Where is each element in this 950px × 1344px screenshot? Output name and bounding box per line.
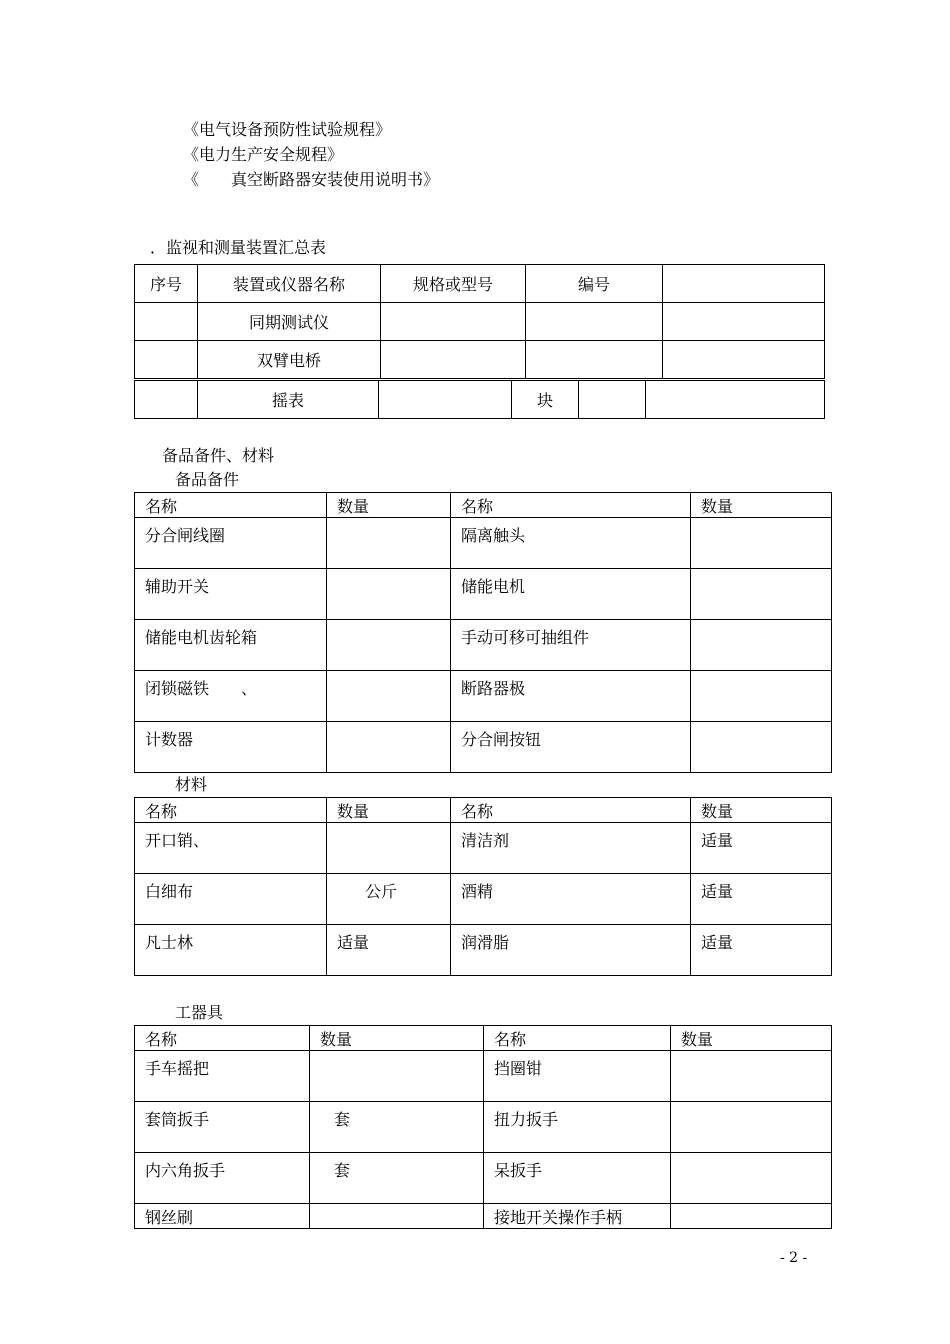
section-subtitle: 材料: [175, 775, 208, 794]
table-row: [135, 518, 832, 569]
table-row: [135, 303, 825, 341]
table-cell: [691, 620, 832, 671]
table-cell: [691, 518, 832, 569]
table-cell: 接地开关操作手柄: [484, 1204, 671, 1229]
table-cell: [526, 303, 663, 341]
table-header-row: [135, 1026, 832, 1051]
table-cell: [671, 1102, 832, 1153]
table-cell: 计数器: [135, 722, 327, 773]
table-header-cell: 名称: [451, 493, 691, 518]
table-cell: 内六角扳手: [135, 1153, 310, 1204]
table-cell: [310, 1051, 484, 1102]
section-subtitle: 工器具: [175, 1003, 224, 1022]
table-cell: [671, 1204, 832, 1229]
table-cell: 分合闸按钮: [451, 722, 691, 773]
table-row: [135, 925, 832, 976]
table-cell: 开口销、: [135, 823, 327, 874]
table-header-cell: 数量: [691, 493, 832, 518]
table-cell: 同期测试仪: [198, 303, 381, 341]
table-cell: 挡圈钳: [484, 1051, 671, 1102]
table-cell: 套筒扳手: [135, 1102, 310, 1153]
table-cell: 隔离触头: [451, 518, 691, 569]
table-header-row: [135, 798, 832, 823]
monitor-table-last-row: [134, 380, 825, 419]
table-header-cell: 装置或仪器名称: [198, 265, 381, 303]
table-cell: [691, 722, 832, 773]
table-row: [135, 620, 832, 671]
table-cell: [327, 671, 451, 722]
table-cell: [135, 303, 198, 341]
table-cell: [691, 569, 832, 620]
table-cell: 呆扳手: [484, 1153, 671, 1204]
table-cell: [379, 381, 512, 419]
table-row: [135, 341, 825, 379]
table-row: [135, 1102, 832, 1153]
table-cell: [327, 823, 451, 874]
page-number: - 2 -: [780, 1250, 808, 1266]
section-subtitle: 备品备件: [175, 470, 240, 489]
table-cell: 断路器极: [451, 671, 691, 722]
table-header-cell: 数量: [327, 798, 451, 823]
table-cell: [327, 722, 451, 773]
tools-table: [134, 1025, 832, 1229]
table-cell: 双臂电桥: [198, 341, 381, 379]
section-title: 备品备件、材料: [162, 446, 275, 465]
table-cell: [310, 1204, 484, 1229]
table-cell: 套: [310, 1153, 484, 1204]
table-cell: 润滑脂: [451, 925, 691, 976]
table-cell: [646, 381, 825, 419]
table-cell: [135, 381, 198, 419]
table-cell: 扭力扳手: [484, 1102, 671, 1153]
table-header-cell: 数量: [310, 1026, 484, 1051]
table-cell: 摇表: [198, 381, 379, 419]
table-cell: [327, 569, 451, 620]
table-header-cell: 序号: [135, 265, 198, 303]
table-cell: 手车摇把: [135, 1051, 310, 1102]
table-cell: 块: [512, 381, 579, 419]
reference-line: 《 真空断路器安装使用说明书》: [183, 170, 440, 189]
table-row: [135, 381, 825, 419]
table-cell: 储能电机齿轮箱: [135, 620, 327, 671]
table-cell: [135, 341, 198, 379]
table-cell: 公斤: [327, 874, 451, 925]
table-row: [135, 671, 832, 722]
table-cell: [671, 1153, 832, 1204]
table-cell: 钢丝刷: [135, 1204, 310, 1229]
table-cell: 白细布: [135, 874, 327, 925]
table-cell: [381, 341, 526, 379]
table-cell: 分合闸线圈: [135, 518, 327, 569]
table-cell: [327, 620, 451, 671]
table-header-cell: 名称: [135, 1026, 310, 1051]
table-row: [135, 569, 832, 620]
table-cell: [663, 303, 825, 341]
monitor-table: [134, 264, 825, 379]
table-cell: [691, 671, 832, 722]
table-header-cell: 名称: [451, 798, 691, 823]
spares-table: [134, 492, 832, 773]
table-cell: 适量: [327, 925, 451, 976]
table-cell: 适量: [691, 925, 832, 976]
table-row: [135, 722, 832, 773]
table-header-row: [135, 265, 825, 303]
table-cell: [526, 341, 663, 379]
table-cell: [671, 1051, 832, 1102]
table-cell: [381, 303, 526, 341]
table-cell: 适量: [691, 823, 832, 874]
table-cell: [327, 518, 451, 569]
table-header-cell: 名称: [135, 493, 327, 518]
table-row: [135, 874, 832, 925]
section-title: ．监视和测量装置汇总表: [150, 238, 327, 257]
table-row: [135, 1051, 832, 1102]
table-row: [135, 1153, 832, 1204]
table-cell: 酒精: [451, 874, 691, 925]
table-header-cell: [663, 265, 825, 303]
table-header-cell: 名称: [135, 798, 327, 823]
reference-line: 《电力生产安全规程》: [183, 145, 344, 164]
table-cell: 凡士林: [135, 925, 327, 976]
table-cell: [579, 381, 646, 419]
table-header-cell: 名称: [484, 1026, 671, 1051]
table-row: [135, 1204, 832, 1229]
table-cell: 适量: [691, 874, 832, 925]
table-cell: 闭锁磁铁 、: [135, 671, 327, 722]
table-cell: 清洁剂: [451, 823, 691, 874]
table-cell: 储能电机: [451, 569, 691, 620]
table-header-cell: 数量: [671, 1026, 832, 1051]
table-header-cell: 数量: [327, 493, 451, 518]
table-header-cell: 数量: [691, 798, 832, 823]
table-header-row: [135, 493, 832, 518]
table-cell: 套: [310, 1102, 484, 1153]
table-cell: 手动可移可抽组件: [451, 620, 691, 671]
table-row: [135, 823, 832, 874]
table-header-cell: 规格或型号: [381, 265, 526, 303]
table-header-cell: 编号: [526, 265, 663, 303]
reference-line: 《电气设备预防性试验规程》: [183, 120, 392, 139]
materials-table: [134, 797, 832, 976]
table-cell: 辅助开关: [135, 569, 327, 620]
table-cell: [663, 341, 825, 379]
